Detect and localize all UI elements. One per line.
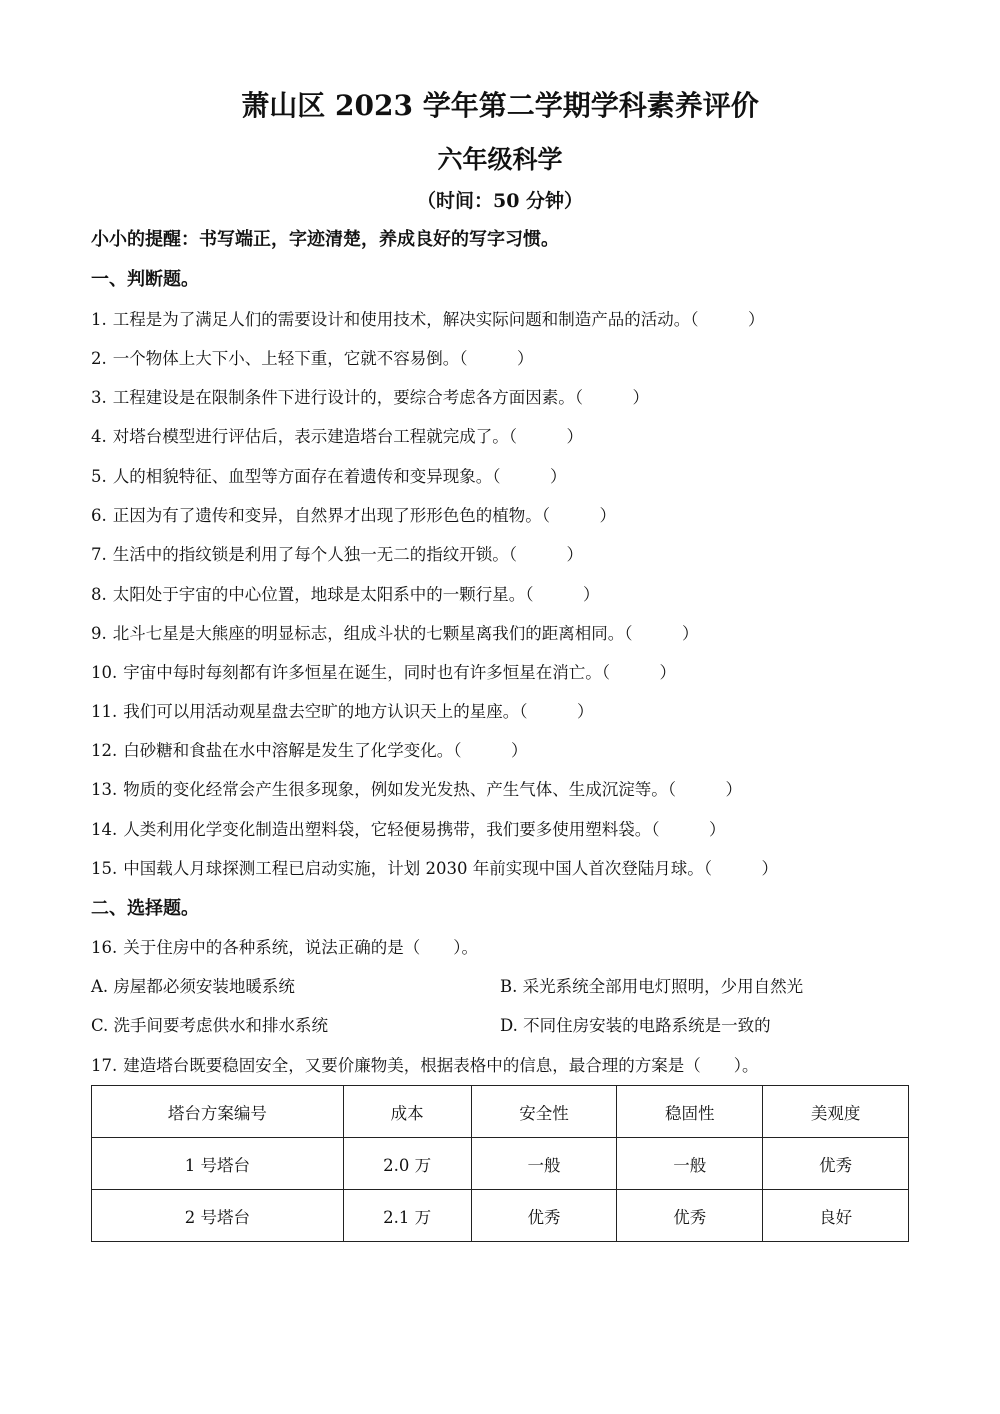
question-4: 4. 对塔台模型进行评估后，表示建造塔台工程就完成了。（ ） (91, 427, 583, 446)
table-row (92, 1138, 909, 1190)
question-15: 15. 中国载人月球探测工程已启动实施，计划 2030 年前实现中国人首次登陆月球。（ ） (91, 859, 778, 878)
table-header-cell: 美观度 (763, 1086, 909, 1138)
question-3: 3. 工程建设是在限制条件下进行设计的，要综合考虑各方面因素。（ ） (91, 388, 649, 407)
table-header-cell: 塔台方案编号 (92, 1086, 344, 1138)
question-7: 7. 生活中的指纹锁是利用了每个人独一无二的指纹开锁。（ ） (91, 545, 583, 564)
table-cell: 一般 (617, 1138, 763, 1190)
section1-heading: 一、判断题。 (91, 269, 199, 290)
q16-option-b: B. 采光系统全部用电灯照明，少用自然光 (500, 977, 804, 996)
exam-subtitle: 六年级科学 (437, 145, 563, 174)
table-cell: 1 号塔台 (92, 1138, 344, 1190)
section2-heading: 二、选择题。 (91, 898, 199, 919)
exam-time: （时间：50 分钟） (416, 190, 584, 212)
question-9: 9. 北斗七星是大熊座的明显标志，组成斗状的七颗星离我们的距离相同。（ ） (91, 624, 699, 643)
table-cell: 优秀 (471, 1190, 617, 1242)
table-header-cell: 成本 (343, 1086, 471, 1138)
table-cell: 2.0 万 (343, 1138, 471, 1190)
table-cell: 一般 (471, 1138, 617, 1190)
question-13: 13. 物质的变化经常会产生很多现象，例如发光发热、产生气体、生成沉淀等。（ ） (91, 780, 742, 799)
table-header-row (92, 1086, 909, 1138)
table-cell: 良好 (763, 1190, 909, 1242)
question-12: 12. 白砂糖和食盐在水中溶解是发生了化学变化。（ ） (91, 741, 528, 760)
question-6: 6. 正因为有了遗传和变异，自然界才出现了形形色色的植物。（ ） (91, 506, 616, 525)
q16-option-d: D. 不同住房安装的电路系统是一致的 (500, 1016, 771, 1035)
table-header-cell: 安全性 (471, 1086, 617, 1138)
q16-option-c: C. 洗手间要考虑供水和排水系统 (91, 1016, 329, 1035)
question-5: 5. 人的相貌特征、血型等方面存在着遗传和变异现象。（ ） (91, 467, 567, 486)
table-cell: 优秀 (617, 1190, 763, 1242)
table-header-cell: 稳固性 (617, 1086, 763, 1138)
question-14: 14. 人类利用化学变化制造出塑料袋，它轻便易携带，我们要多使用塑料袋。（ ） (91, 820, 726, 839)
question-17: 17. 建造塔台既要稳固安全，又要价廉物美，根据表格中的信息，最合理的方案是（ ）。 (91, 1056, 759, 1075)
exam-title: 萧山区 2023 学年第二学期学科素养评价 (241, 89, 759, 122)
question-2: 2. 一个物体上大下小、上轻下重，它就不容易倒。（ ） (91, 349, 534, 368)
question-11: 11. 我们可以用活动观星盘去空旷的地方认识天上的星座。（ ） (91, 702, 594, 721)
table-row (92, 1190, 909, 1242)
tower-plan-table (91, 1085, 909, 1242)
table-cell: 2 号塔台 (92, 1190, 344, 1242)
table-cell: 优秀 (763, 1138, 909, 1190)
question-1: 1. 工程是为了满足人们的需要设计和使用技术，解决实际问题和制造产品的活动。（ ） (91, 310, 765, 329)
reminder-text: 小小的提醒：书写端正，字迹清楚，养成良好的写字习惯。 (91, 229, 559, 250)
q16-option-a: A. 房屋都必须安装地暖系统 (91, 977, 295, 996)
question-8: 8. 太阳处于宇宙的中心位置，地球是太阳系中的一颗行星。（ ） (91, 585, 600, 604)
question-16: 16. 关于住房中的各种系统，说法正确的是（ ）。 (91, 938, 478, 957)
question-10: 10. 宇宙中每时每刻都有许多恒星在诞生，同时也有许多恒星在消亡。（ ） (91, 663, 676, 682)
table-cell: 2.1 万 (343, 1190, 471, 1242)
